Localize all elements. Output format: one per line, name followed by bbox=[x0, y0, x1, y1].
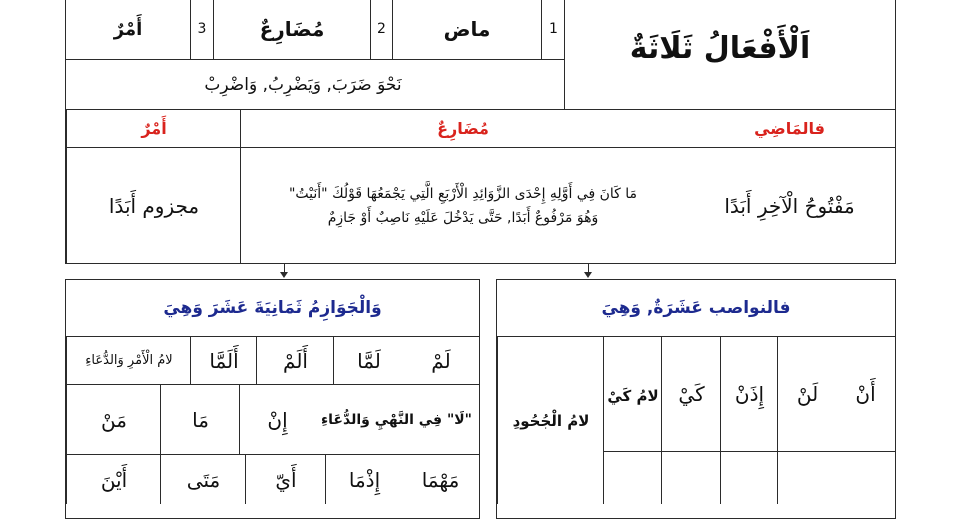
verb-number-1: 1 bbox=[541, 0, 565, 60]
jazim-idhma: إِذْمَا bbox=[325, 455, 403, 504]
nasib-item-5: لامُ كَيْ bbox=[603, 337, 662, 452]
jazim-ayy: أَيّ bbox=[245, 455, 326, 504]
verb-imperative: أَمْرٌ bbox=[66, 0, 190, 60]
jazim-in: إِنْ bbox=[239, 385, 315, 455]
present-rule-line2: وَهُوَ مَرْفُوعٌ أَبَدًا, حَتَّى يَدْخُلَ عَلَيْهِ نَاصِبٌ أَوْ جَازِمٌ bbox=[327, 209, 599, 226]
jazim-lam: لَمْ bbox=[403, 337, 479, 385]
jazim-alamma: أَلَمَّا bbox=[190, 337, 257, 385]
past-header: فالمَاضِي bbox=[684, 110, 895, 148]
nasib-lower-cell-4 bbox=[603, 452, 662, 504]
present-rule bbox=[240, 148, 685, 263]
nasib-lower-cell-2 bbox=[720, 452, 778, 504]
nasib-item-3: إِذَنْ bbox=[720, 337, 778, 452]
jazim-alam: أَلَمْ bbox=[256, 337, 334, 385]
jazim-ma: مَا bbox=[160, 385, 240, 455]
nasib-item-4: كَيْ bbox=[661, 337, 721, 452]
verb-present: مُضَارِعٌ bbox=[213, 0, 370, 60]
jazim-lam-amr: لامُ الْأَمْرِ وَالدُّعَاءِ bbox=[66, 337, 191, 385]
present-header: مُضَارِعٌ bbox=[240, 110, 685, 148]
nasib-lower-cell-3 bbox=[661, 452, 721, 504]
imperative-header: أَمْرٌ bbox=[66, 110, 241, 148]
present-rule-line1: مَا كَانَ فِي أَوَّلِهِ إِحْدَى الزَّوَائِدِ الْأَرْبَعِ الَّتِي يَجْمَعُهَا قَوْلُكَ "أَنَيْتُ" bbox=[288, 185, 638, 202]
jazim-man: مَنْ bbox=[66, 385, 161, 455]
verb-past: ماض bbox=[392, 0, 541, 60]
nasib-item-1: أَنْ bbox=[836, 337, 895, 452]
jazim-ayna: أَيْنَ bbox=[66, 455, 161, 504]
nawasib-header: فالنواصب عَشَرَةٌ, وَهِيَ bbox=[497, 280, 895, 337]
jawazim-header: وَالْجَوَازِمُ ثَمَانِيَةَ عَشَرَ وَهِيَ bbox=[66, 280, 479, 337]
example-text: نَحْوَ ضَرَبَ, وَيَضْرِبُ, وَاضْرِبْ bbox=[204, 75, 402, 95]
verb-number-3: 3 bbox=[190, 0, 213, 60]
jazim-mata: مَتَى bbox=[160, 455, 246, 504]
jazim-mahma: مَهْمَا bbox=[421, 467, 460, 492]
jazim-lamma: لَمَّا bbox=[333, 337, 404, 385]
past-rule: مَفْتُوحُ الْآخِرِ أَبَدًا bbox=[724, 193, 855, 218]
imperative-rule: مجزوم أَبَدًا bbox=[66, 148, 241, 263]
arrow-head-jawazim bbox=[280, 272, 288, 278]
nasib-item-2: لَنْ bbox=[777, 337, 837, 452]
jazim-la-nahy: "لَا" فِي النَّهْيِ وَالدُّعَاءِ bbox=[314, 385, 479, 455]
arrow-head-nawasib bbox=[584, 272, 592, 278]
nasib-lower-cell-1 bbox=[777, 452, 837, 504]
verb-number-2: 2 bbox=[370, 0, 392, 60]
nasib-side-label: لامُ الْجُحُودِ bbox=[497, 337, 604, 504]
page-title: اَلْأَفْعَالُ ثَلَاثَةٌ bbox=[629, 30, 811, 66]
